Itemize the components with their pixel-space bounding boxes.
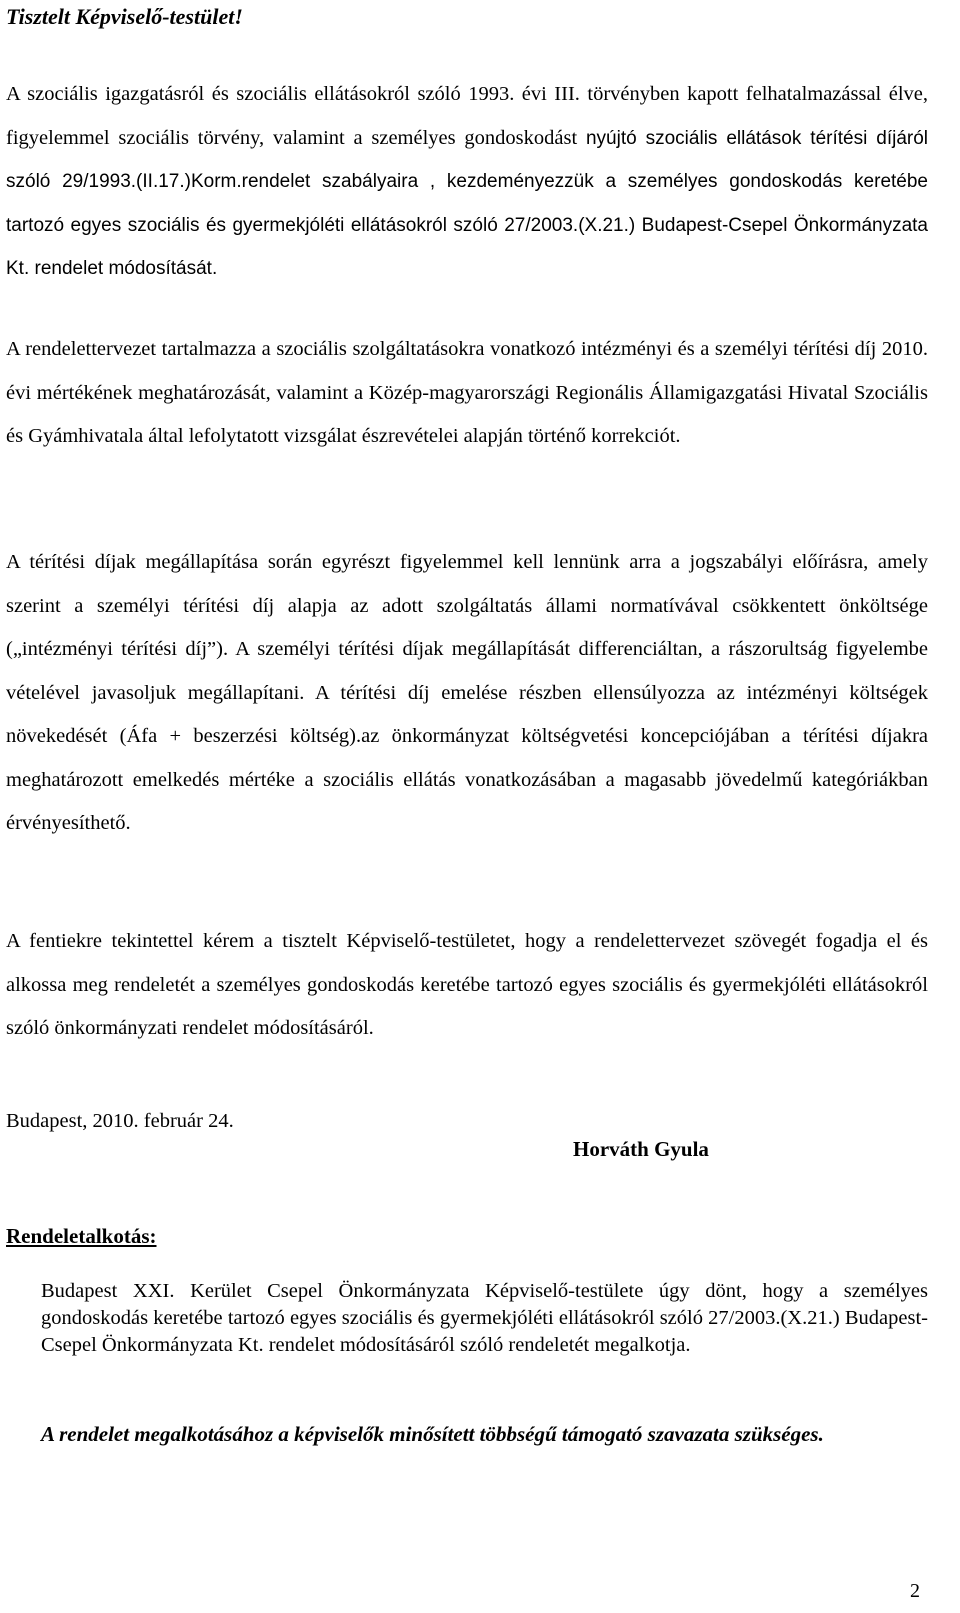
greeting: Tisztelt Képviselő-testület! — [6, 4, 243, 29]
paragraph-draft-part2: évi mértékének meghatározását, valamint a Közép-magyarországi Regionális Államigazgatási Hivatal Szociális és Gyámhivatala által lefolytatott vizsgálat észrevételei alapján történő korrekciót. — [6, 381, 928, 447]
decision-text: Budapest XXI. Kerület Csepel Önkormányzata Képviselő-testülete úgy dönt, hogy a személyes gondoskodás keretébe tartozó egyes szociális és gyermekjóléti ellátásokról szóló 27/2003.(X.21.) Budapest-Csepel Önkormányzata Kt. rendelet módosításáról szóló rendeletét megalkotja. — [41, 1280, 928, 1356]
paragraph-request: A fentiekre tekintettel kérem a tisztelt Képviselő-testületet, hogy a rendelettervezet szövegét fogadja el és alkossa meg rendeletét a személyes gondoskodás keretébe tartozó egyes szociális és gyermekjóléti ellátásokról szóló önkormányzati rendelet módosításáról. — [6, 930, 928, 1039]
paragraph-intro-part1: A szociális igazgatásról és szociális ellátásokról szóló 1993. évi III. törvényben kapott felhatalmazással élve, figyelemmel szociális törvény, valamint a személyes gondoskodást — [6, 83, 928, 149]
section-heading: Rendeletalkotás: — [6, 1224, 157, 1248]
paragraph-draft-part1: A rendelettervezet tartalmazza a szociális szolgáltatásokra vonatkozó intézményi és a személyi térítési díj 2010. — [6, 338, 928, 360]
paragraph-fees: A térítési díjak megállapítása során egyrészt figyelemmel kell lennünk arra a jogszabályi előírásra, amely szerint a személyi térítési díj alapja az adott szolgáltatás állami normatívával csökkentett önköltsége („intézményi térítési díj”). A személyi térítési díjak megállapítását differenciáltan, a rászorultság figyelembe vételével javasoljuk megállapítani. A térítési díj emelése részben ellensúlyozza az intézményi költségek növekedését (Áfa + beszerzési költség).az önkormányzat költségvetési koncepciójában a térítési díjakra meghatározott emelkedés mértéke a szociális ellátás vonatkozásában a magasabb jövedelmű kategóriákban érvényesíthető. — [6, 551, 928, 834]
page-number: 2 — [910, 1580, 920, 1602]
paragraph-intro — [6, 73, 928, 291]
date-line: Budapest, 2010. február 24. — [6, 1110, 234, 1132]
voting-note: A rendelet megalkotásához a képviselők minősített többségű támogató szavazata szükséges. — [41, 1422, 824, 1446]
signer-name: Horváth Gyula — [573, 1137, 709, 1161]
paragraph-draft-content — [6, 328, 928, 459]
paragraph-intro-part2: nyújtó szociális ellátások térítési díjáról szóló 29/1993.(II.17.)Korm.rendelet szabályaira , kezdeményezzük a személyes gondoskodás keretébe tartozó egyes szociális és gyermekjóléti ellátásokról szóló 27/2003.(X.21.) Budapest-Csepel Önkormányzata Kt. rendelet módosítását. — [6, 127, 928, 279]
